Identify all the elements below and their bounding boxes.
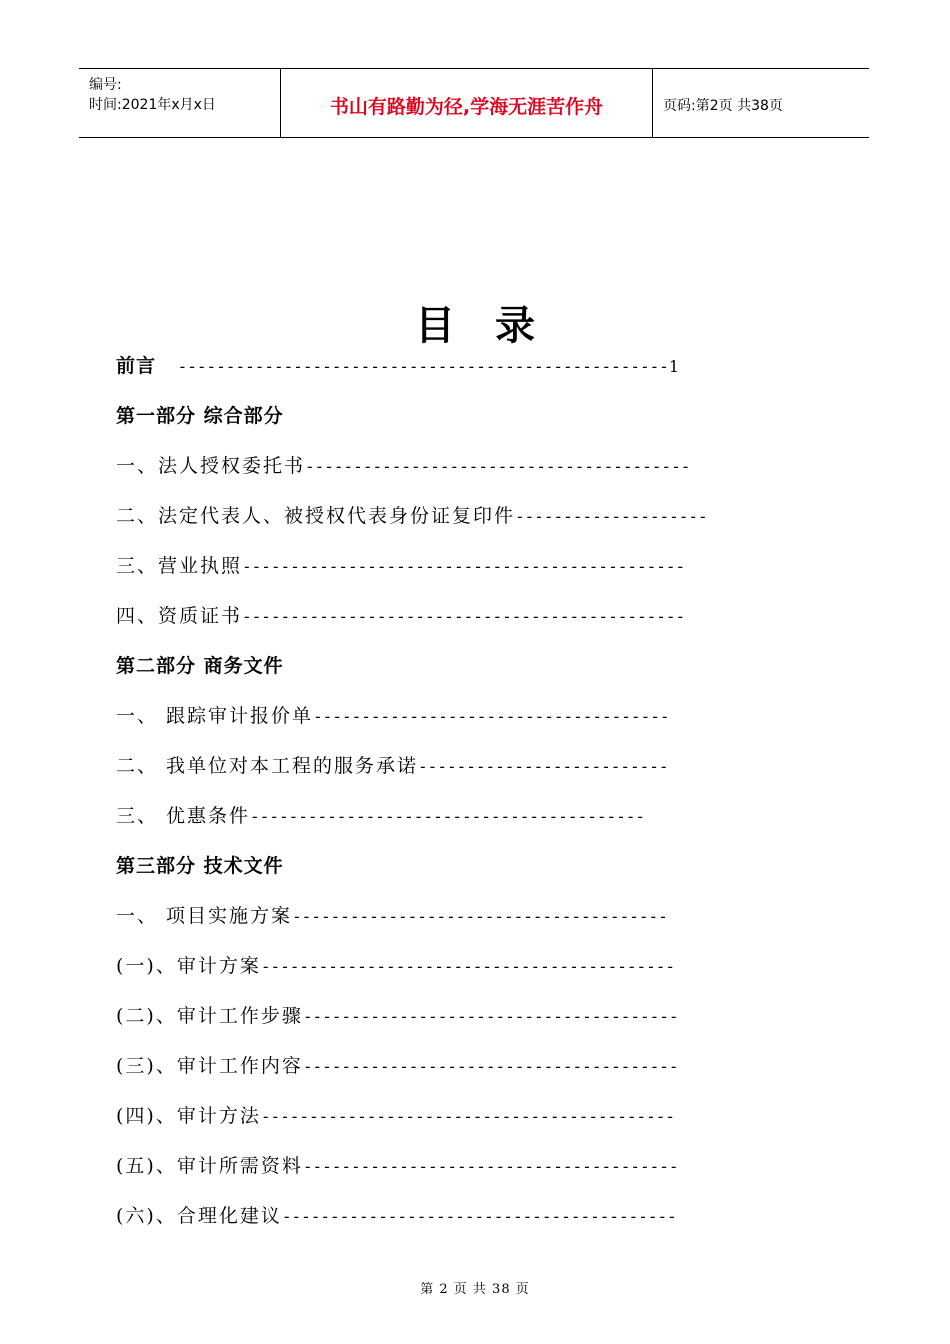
toc-leader: ----------------------------------------------: [242, 607, 686, 626]
toc-item[interactable]: [116, 1154, 679, 1179]
toc-label: 前言: [116, 355, 157, 377]
toc-leader: -------------------------------------: [313, 707, 670, 726]
header-page-info: 页码:第2页 共38页: [663, 98, 783, 114]
toc-label: (三)、审计工作内容: [116, 1055, 303, 1077]
toc-label: 二、法定代表人、被授权代表身份证复印件: [116, 505, 516, 527]
toc-leader: ---------------------------------------: [302, 1157, 679, 1176]
toc-item[interactable]: [116, 1054, 679, 1079]
toc-leader: ---------------------------------------: [302, 1007, 679, 1026]
toc-leader: -------------------------------------------: [260, 957, 676, 976]
toc-leader: ----------------------------------------: [305, 457, 691, 476]
toc-item[interactable]: [116, 904, 668, 929]
toc-title: 目录: [415, 303, 575, 349]
toc-part3-heading: 第三部分 技术文件: [116, 855, 284, 877]
toc-item[interactable]: [116, 1104, 675, 1129]
toc-page-number: 1: [668, 357, 680, 376]
toc-item[interactable]: [116, 504, 708, 529]
toc-label: (二)、审计工作步骤: [116, 1005, 303, 1027]
toc-leader: ---------------------------------------: [302, 1057, 679, 1076]
toc-label: 二、 我单位对本工程的服务承诺: [116, 755, 419, 777]
toc-label: (五)、审计所需资料: [116, 1155, 303, 1177]
toc-part2-heading: 第二部分 商务文件: [116, 655, 284, 677]
toc-label: 一、 项目实施方案: [116, 905, 293, 927]
toc-leader: -----------------------------------------: [281, 1207, 677, 1226]
toc-leader: ----------------------------------------------: [242, 557, 686, 576]
toc-label: (一)、审计方案: [116, 955, 261, 977]
toc-label: 一、 跟踪审计报价单: [116, 705, 314, 727]
toc-part1-heading: 第一部分 综合部分: [116, 405, 284, 427]
page-footer: 第 2 页 共 38 页: [420, 1282, 530, 1297]
toc-label: 三、 优惠条件: [116, 805, 251, 827]
toc-label: 三、营业执照: [116, 555, 243, 577]
header-time: 时间:2021年x月x日: [89, 97, 216, 113]
toc-item[interactable]: [116, 954, 675, 979]
toc-item[interactable]: [116, 704, 669, 729]
toc-item[interactable]: [116, 454, 690, 479]
header-motto: 书山有路勤为径,学海无涯苦作舟: [281, 69, 653, 137]
toc-leader: -----------------------------------------: [250, 807, 645, 826]
page-header: [79, 68, 869, 138]
toc-item[interactable]: [116, 1204, 677, 1229]
toc-leader: --------------------: [515, 507, 708, 526]
toc-label: 四、资质证书: [116, 605, 243, 627]
toc-item[interactable]: [116, 754, 669, 779]
toc-leader: ---------------------------------------------------: [177, 357, 669, 376]
header-number: 编号:: [89, 77, 122, 93]
toc-leader: -------------------------------------------: [260, 1107, 676, 1126]
toc-item[interactable]: [116, 554, 685, 579]
toc-leader: ---------------------------------------: [292, 907, 668, 926]
toc-label: (六)、合理化建议: [116, 1205, 282, 1227]
toc-leader: --------------------------: [418, 757, 669, 776]
header-meta: [79, 69, 281, 137]
toc-item[interactable]: [116, 1004, 679, 1029]
toc-item[interactable]: [116, 604, 685, 629]
toc-foreword[interactable]: [116, 354, 679, 379]
toc-label: (四)、审计方法: [116, 1105, 261, 1127]
toc-item[interactable]: [116, 804, 645, 829]
toc-label: 一、法人授权委托书: [116, 455, 306, 477]
